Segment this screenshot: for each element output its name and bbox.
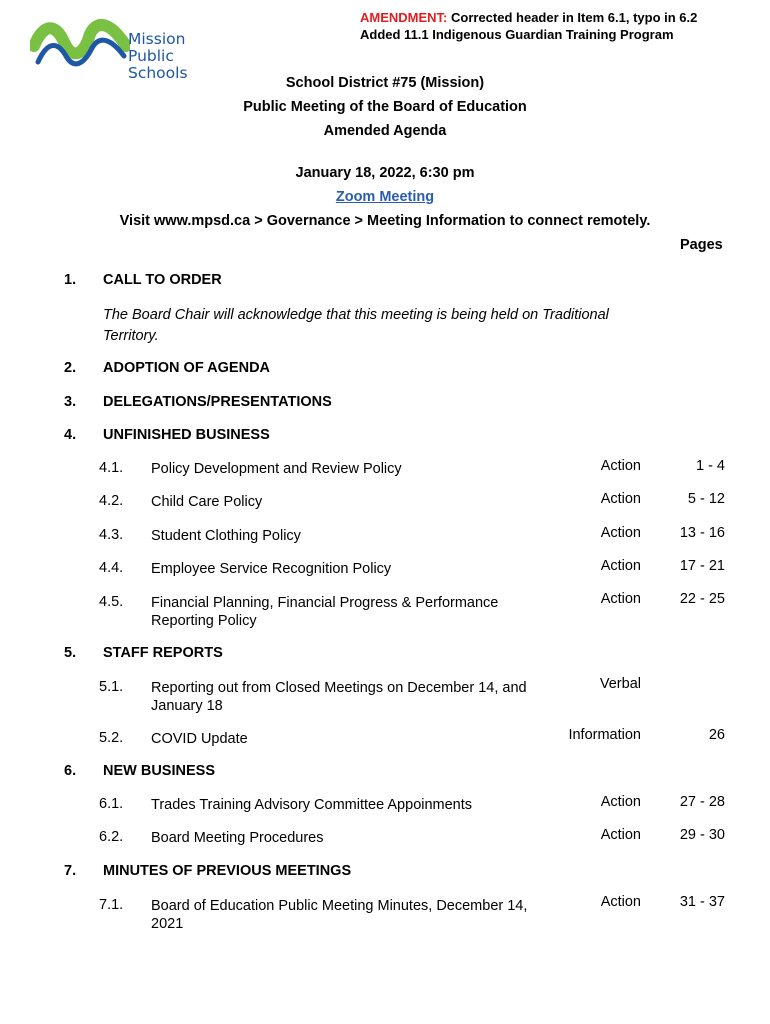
section-title: ADOPTION OF AGENDA — [103, 360, 271, 376]
meeting-date: January 18, 2022, 6:30 pm — [295, 165, 475, 181]
amendment-line-2: Added 11.1 Indigenous Guardian Training Program — [360, 27, 674, 42]
logo-line-1: Mission — [128, 30, 186, 48]
item-type: Action — [600, 894, 641, 910]
section-number: 6. — [64, 763, 77, 779]
agenda-title: Amended Agenda — [323, 123, 447, 139]
section-title: STAFF REPORTS — [103, 645, 223, 661]
item-number: 4.1. — [99, 460, 124, 476]
section-title: UNFINISHED BUSINESS — [103, 427, 270, 443]
mission-logo-mark-icon — [30, 16, 130, 72]
item-number: 5.1. — [99, 679, 124, 695]
item-title: COVID Update — [151, 731, 248, 747]
item-title: Policy Development and Review Policy — [151, 461, 402, 477]
item-pages: 27 - 28 — [679, 794, 725, 810]
item-number: 6.1. — [99, 796, 124, 812]
meeting-title: Public Meeting of the Board of Education — [243, 99, 527, 115]
district-title: School District #75 (Mission) — [285, 75, 485, 91]
item-number: 5.2. — [99, 730, 124, 746]
item-type: Action — [600, 458, 641, 474]
item-type: Information — [568, 727, 641, 743]
item-type: Action — [600, 794, 641, 810]
section-title: DELEGATIONS/PRESENTATIONS — [103, 394, 332, 410]
item-title: Trades Training Advisory Committee Appoinments — [151, 797, 473, 813]
section-number: 7. — [64, 863, 77, 879]
section-number: 5. — [64, 645, 77, 661]
item-type: Action — [600, 491, 641, 507]
item-number: 6.2. — [99, 829, 124, 845]
pages-column-header: Pages — [680, 237, 723, 253]
item-pages: 22 - 25 — [679, 591, 725, 607]
zoom-meeting-link[interactable]: Zoom Meeting — [335, 189, 435, 205]
section-number: 2. — [64, 360, 77, 376]
item-number: 4.3. — [99, 527, 124, 543]
section-number: 3. — [64, 394, 77, 410]
item-number: 4.5. — [99, 594, 124, 610]
item-type: Action — [600, 525, 641, 541]
amendment-notice — [360, 9, 697, 43]
amendment-line-1 — [360, 9, 697, 26]
logo-line-2: Public Schools — [128, 47, 188, 82]
item-number: 7.1. — [99, 897, 124, 913]
item-number: 4.2. — [99, 493, 124, 509]
item-title: Student Clothing Policy — [151, 528, 301, 544]
item-title: Board of Education Public Meeting Minutes, December 14, 2021 — [151, 898, 528, 932]
item-pages: 29 - 30 — [679, 827, 725, 843]
item-type: Action — [600, 591, 641, 607]
item-pages: 13 - 16 — [679, 525, 725, 541]
mission-public-schools-logo — [30, 16, 235, 82]
item-pages: 31 - 37 — [679, 894, 725, 910]
section-number: 4. — [64, 427, 77, 443]
item-type: Action — [600, 827, 641, 843]
section-title: NEW BUSINESS — [103, 763, 215, 779]
remote-connect-note: Visit www.mpsd.ca > Governance > Meeting Information to connect remotely. — [119, 213, 651, 229]
item-title: Reporting out from Closed Meetings on December 14, and January 18 — [151, 680, 527, 714]
amendment-line-1-text: Corrected header in Item 6.1, typo in 6.2 — [447, 10, 698, 25]
item-pages: 26 — [708, 727, 725, 743]
item-pages: 5 - 12 — [687, 491, 725, 507]
item-pages: 17 - 21 — [679, 558, 725, 574]
amendment-label: AMENDMENT: — [360, 10, 448, 25]
item-type: Verbal — [599, 676, 641, 692]
item-title: Financial Planning, Financial Progress & Performance Reporting Policy — [151, 595, 499, 629]
section-title: MINUTES OF PREVIOUS MEETINGS — [103, 863, 352, 879]
item-title: Board Meeting Procedures — [151, 830, 324, 846]
call-to-order-note: The Board Chair will acknowledge that this meeting is being held on Traditional Territory. — [103, 307, 609, 344]
item-number: 4.4. — [99, 560, 124, 576]
item-pages: 1 - 4 — [695, 458, 725, 474]
section-number: 1. — [64, 272, 77, 288]
item-type: Action — [600, 558, 641, 574]
item-title: Employee Service Recognition Policy — [151, 561, 392, 577]
section-title: CALL TO ORDER — [103, 272, 222, 288]
item-title: Child Care Policy — [151, 494, 263, 510]
